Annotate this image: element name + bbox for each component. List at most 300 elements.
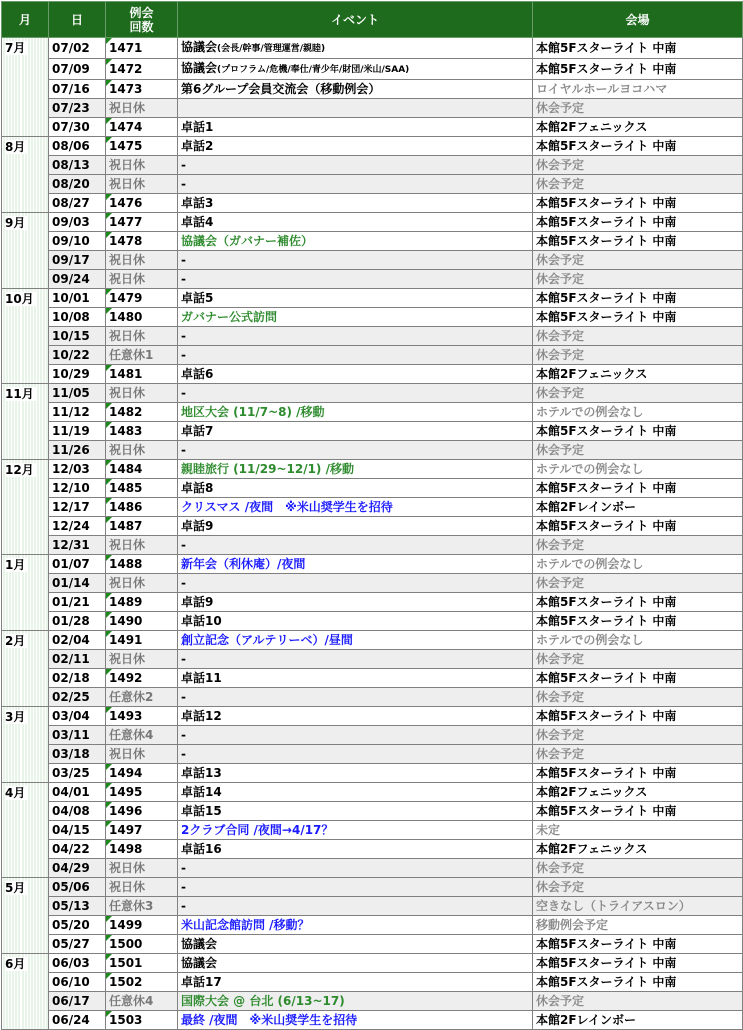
event-cell	[178, 137, 533, 156]
event-text: 卓話6	[181, 367, 214, 381]
event-text: 協議会	[181, 937, 218, 951]
schedule-row	[2, 213, 743, 232]
schedule-row	[2, 59, 743, 80]
meeting-number-cell	[106, 118, 178, 137]
venue-cell: 休会予定	[533, 441, 743, 460]
event-text: 卓話4	[181, 215, 214, 229]
event-text: -	[181, 880, 186, 894]
event-text: 2クラブ合同 /夜間→4/17？	[181, 823, 334, 837]
meeting-number-cell	[106, 38, 178, 59]
date-cell: 11/12	[49, 403, 106, 422]
venue-cell: 休会予定	[533, 650, 743, 669]
comment-indicator-icon	[106, 308, 112, 314]
event-text: 卓話5	[181, 291, 214, 305]
month-cell	[2, 878, 49, 954]
schedule-row	[2, 194, 743, 213]
event-cell	[178, 346, 533, 365]
meeting-number: 1483	[109, 424, 143, 438]
schedule-row	[2, 175, 743, 194]
date-cell: 11/05	[49, 384, 106, 403]
meeting-number: 1471	[109, 41, 143, 55]
meeting-number-cell	[106, 783, 178, 802]
comment-indicator-icon	[106, 365, 112, 371]
event-cell	[178, 80, 533, 99]
venue-cell: 本館5Fスターライト 中南	[533, 802, 743, 821]
event-cell	[178, 441, 533, 460]
schedule-row	[2, 745, 743, 764]
date-cell: 09/24	[49, 270, 106, 289]
meeting-number-cell	[106, 973, 178, 992]
meeting-number-cell	[106, 707, 178, 726]
venue-cell: 休会予定	[533, 726, 743, 745]
meeting-number-cell	[106, 403, 178, 422]
month-label: 2月	[5, 634, 26, 648]
schedule-row	[2, 536, 743, 555]
venue-cell: 本館2Fフェニックス	[533, 783, 743, 802]
venue-cell: 本館5Fスターライト 中南	[533, 764, 743, 783]
meeting-number: 1498	[109, 842, 143, 856]
meeting-number-cell	[106, 175, 178, 194]
month-label: 1月	[5, 558, 26, 572]
date-cell: 08/06	[49, 137, 106, 156]
meeting-number-cell	[106, 270, 178, 289]
schedule-row	[2, 897, 743, 916]
date-cell: 02/11	[49, 650, 106, 669]
date-cell: 09/10	[49, 232, 106, 251]
schedule-row	[2, 99, 743, 118]
venue-cell: 休会予定	[533, 175, 743, 194]
event-cell	[178, 479, 533, 498]
meeting-number: 任意休4	[109, 994, 154, 1008]
schedule-row	[2, 137, 743, 156]
venue-cell: 休会予定	[533, 346, 743, 365]
venue-cell: ロイヤルホールヨコハマ	[533, 80, 743, 99]
month-cell	[2, 289, 49, 384]
comment-indicator-icon	[106, 460, 112, 466]
event-cell	[178, 859, 533, 878]
schedule-row	[2, 650, 743, 669]
comment-indicator-icon	[106, 289, 112, 295]
event-cell	[178, 403, 533, 422]
meeting-number: 1487	[109, 519, 143, 533]
meeting-number-cell	[106, 840, 178, 859]
event-cell	[178, 574, 533, 593]
meeting-number: 1476	[109, 196, 143, 210]
event-text: 卓話11	[181, 671, 222, 685]
schedule-row	[2, 1011, 743, 1030]
date-cell: 04/08	[49, 802, 106, 821]
event-text: -	[181, 348, 186, 362]
date-cell: 01/14	[49, 574, 106, 593]
venue-cell: 休会予定	[533, 688, 743, 707]
meeting-number: 祝日休	[109, 443, 146, 457]
meeting-number: 1496	[109, 804, 143, 818]
meeting-number: 1484	[109, 462, 143, 476]
event-note: (プロフラム/危機/奉仕/青少年/財団/米山/SAA)	[217, 65, 410, 75]
event-cell	[178, 821, 533, 840]
event-cell	[178, 612, 533, 631]
event-cell	[178, 270, 533, 289]
meeting-number-cell	[106, 479, 178, 498]
meeting-number-cell	[106, 821, 178, 840]
event-cell	[178, 460, 533, 479]
month-cell	[2, 707, 49, 783]
meeting-number: 祝日休	[109, 329, 146, 343]
schedule-row	[2, 669, 743, 688]
schedule-row	[2, 422, 743, 441]
meeting-number: 1493	[109, 709, 143, 723]
meeting-number: 1473	[109, 82, 143, 96]
comment-indicator-icon	[106, 935, 112, 941]
month-label: 6月	[5, 957, 26, 971]
date-cell: 08/13	[49, 156, 106, 175]
event-cell	[178, 251, 533, 270]
meeting-number-cell	[106, 213, 178, 232]
meeting-number-cell	[106, 612, 178, 631]
venue-cell: 本館5Fスターライト 中南	[533, 707, 743, 726]
date-cell: 08/20	[49, 175, 106, 194]
date-cell: 07/30	[49, 118, 106, 137]
meeting-number-cell	[106, 346, 178, 365]
event-text: 卓話8	[181, 481, 214, 495]
meeting-number-cell	[106, 59, 178, 80]
meeting-number: 1474	[109, 120, 143, 134]
venue-cell: 空きなし（トライアスロン）	[533, 897, 743, 916]
month-cell	[2, 555, 49, 631]
venue-cell: 本館2Fレインボー	[533, 1011, 743, 1030]
comment-indicator-icon	[106, 80, 112, 86]
event-text: -	[181, 576, 186, 590]
date-cell: 04/29	[49, 859, 106, 878]
event-text: -	[181, 538, 186, 552]
venue-cell: 本館2Fフェニックス	[533, 840, 743, 859]
meeting-number-cell	[106, 80, 178, 99]
comment-indicator-icon	[106, 38, 112, 44]
meeting-number: 1472	[109, 62, 143, 76]
comment-indicator-icon	[106, 783, 112, 789]
meeting-number: 祝日休	[109, 253, 146, 267]
month-cell	[2, 631, 49, 707]
event-text: -	[181, 652, 186, 666]
meeting-number: 1486	[109, 500, 143, 514]
event-cell	[178, 745, 533, 764]
meeting-number-cell	[106, 631, 178, 650]
header-row	[2, 2, 743, 38]
meeting-number-cell	[106, 99, 178, 118]
comment-indicator-icon	[106, 593, 112, 599]
event-text: 卓話3	[181, 196, 214, 210]
schedule-row	[2, 688, 743, 707]
comment-indicator-icon	[106, 612, 112, 618]
event-cell	[178, 935, 533, 954]
venue-cell: 本館5Fスターライト 中南	[533, 935, 743, 954]
venue-cell: 休会予定	[533, 745, 743, 764]
date-cell: 06/03	[49, 954, 106, 973]
month-label: 4月	[5, 786, 26, 800]
meeting-number-cell	[106, 916, 178, 935]
date-cell: 05/27	[49, 935, 106, 954]
schedule-row	[2, 783, 743, 802]
date-cell: 07/16	[49, 80, 106, 99]
meeting-number: 1494	[109, 766, 143, 780]
date-cell: 12/31	[49, 536, 106, 555]
event-text: -	[181, 272, 186, 286]
month-cell	[2, 460, 49, 555]
date-cell: 01/07	[49, 555, 106, 574]
venue-cell: 休会予定	[533, 270, 743, 289]
meeting-number: 1482	[109, 405, 143, 419]
event-cell	[178, 631, 533, 650]
month-cell	[2, 213, 49, 289]
event-text: 第6グループ会員交流会（移動例会）	[181, 82, 381, 96]
comment-indicator-icon	[106, 764, 112, 770]
event-text: -	[181, 386, 186, 400]
comment-indicator-icon	[106, 137, 112, 143]
schedule-row	[2, 612, 743, 631]
meeting-number: 1502	[109, 975, 143, 989]
venue-cell: 本館5Fスターライト 中南	[533, 137, 743, 156]
schedule-row	[2, 726, 743, 745]
event-text: 地区大会 (11/7~8) /移動	[181, 405, 325, 419]
schedule-row	[2, 498, 743, 517]
meeting-number-cell	[106, 954, 178, 973]
comment-indicator-icon	[106, 821, 112, 827]
venue-cell: ホテルでの例会なし	[533, 403, 743, 422]
venue-cell: 本館5Fスターライト 中南	[533, 973, 743, 992]
event-cell	[178, 308, 533, 327]
meeting-number: 祝日休	[109, 158, 146, 172]
date-cell: 04/15	[49, 821, 106, 840]
header-day: 日	[49, 2, 106, 38]
comment-indicator-icon	[106, 840, 112, 846]
date-cell: 10/01	[49, 289, 106, 308]
meeting-number-cell	[106, 384, 178, 403]
event-cell	[178, 897, 533, 916]
header-venue: 会場	[533, 2, 743, 38]
schedule-row	[2, 327, 743, 346]
date-cell: 05/06	[49, 878, 106, 897]
meeting-number: 祝日休	[109, 101, 146, 115]
comment-indicator-icon	[106, 707, 112, 713]
event-text: 協議会	[181, 956, 218, 970]
date-cell: 07/23	[49, 99, 106, 118]
venue-cell: 本館5Fスターライト 中南	[533, 612, 743, 631]
schedule-row	[2, 593, 743, 612]
event-cell	[178, 783, 533, 802]
date-cell: 07/02	[49, 38, 106, 59]
meeting-number-cell	[106, 1011, 178, 1030]
venue-cell: 休会予定	[533, 156, 743, 175]
event-text: 卓話15	[181, 804, 222, 818]
meeting-number-cell	[106, 650, 178, 669]
month-label: 5月	[5, 881, 26, 895]
date-cell: 06/24	[49, 1011, 106, 1030]
venue-cell: ホテルでの例会なし	[533, 555, 743, 574]
venue-cell: 本館5Fスターライト 中南	[533, 593, 743, 612]
meeting-number-cell	[106, 498, 178, 517]
header-month: 月	[2, 2, 49, 38]
venue-cell: 本館5Fスターライト 中南	[533, 308, 743, 327]
event-text: 卓話16	[181, 842, 222, 856]
date-cell: 04/22	[49, 840, 106, 859]
schedule-row	[2, 954, 743, 973]
event-text: -	[181, 329, 186, 343]
comment-indicator-icon	[106, 916, 112, 922]
meeting-number: 1491	[109, 633, 143, 647]
venue-cell: 移動例会予定	[533, 916, 743, 935]
venue-cell: 本館5Fスターライト 中南	[533, 422, 743, 441]
meeting-number: 祝日休	[109, 386, 146, 400]
event-cell	[178, 517, 533, 536]
event-cell	[178, 118, 533, 137]
schedule-body	[2, 38, 743, 1030]
schedule-row	[2, 232, 743, 251]
meeting-number-cell	[106, 517, 178, 536]
event-text: 卓話14	[181, 785, 222, 799]
schedule-row	[2, 631, 743, 650]
event-cell	[178, 840, 533, 859]
comment-indicator-icon	[106, 498, 112, 504]
comment-indicator-icon	[106, 194, 112, 200]
date-cell: 10/29	[49, 365, 106, 384]
event-cell	[178, 232, 533, 251]
event-text: -	[181, 443, 186, 457]
venue-cell: 休会予定	[533, 859, 743, 878]
comment-indicator-icon	[106, 118, 112, 124]
month-label: 9月	[5, 216, 26, 230]
date-cell: 09/17	[49, 251, 106, 270]
meeting-number-cell	[106, 802, 178, 821]
date-cell: 11/19	[49, 422, 106, 441]
schedule-row	[2, 251, 743, 270]
event-text: 卓話12	[181, 709, 222, 723]
venue-cell: 休会予定	[533, 251, 743, 270]
meeting-number: 祝日休	[109, 880, 146, 894]
venue-cell: 本館5Fスターライト 中南	[533, 954, 743, 973]
venue-cell: 未定	[533, 821, 743, 840]
schedule-row	[2, 289, 743, 308]
event-cell	[178, 194, 533, 213]
date-cell: 03/25	[49, 764, 106, 783]
event-cell	[178, 175, 533, 194]
venue-cell: 本館5Fスターライト 中南	[533, 479, 743, 498]
comment-indicator-icon	[106, 1011, 112, 1017]
event-text: -	[181, 690, 186, 704]
event-cell	[178, 593, 533, 612]
date-cell: 12/03	[49, 460, 106, 479]
event-cell	[178, 650, 533, 669]
meeting-number-cell	[106, 194, 178, 213]
venue-cell: 本館5Fスターライト 中南	[533, 194, 743, 213]
meeting-number-cell	[106, 536, 178, 555]
venue-cell: 休会予定	[533, 99, 743, 118]
meeting-number: 1477	[109, 215, 143, 229]
month-cell	[2, 38, 49, 137]
event-text: クリスマス /夜間 ※米山奨学生を招待	[181, 500, 393, 514]
venue-cell: 休会予定	[533, 574, 743, 593]
date-cell: 06/17	[49, 992, 106, 1011]
event-cell	[178, 498, 533, 517]
event-cell	[178, 802, 533, 821]
event-text: -	[181, 253, 186, 267]
event-text: 創立記念（アルテリーベ）/昼間	[181, 633, 353, 647]
meeting-number-cell	[106, 935, 178, 954]
schedule-row	[2, 859, 743, 878]
date-cell: 01/21	[49, 593, 106, 612]
comment-indicator-icon	[106, 403, 112, 409]
venue-cell: ホテルでの例会なし	[533, 631, 743, 650]
schedule-row	[2, 574, 743, 593]
meeting-number: 1492	[109, 671, 143, 685]
month-cell	[2, 137, 49, 213]
venue-cell: 本館5Fスターライト 中南	[533, 289, 743, 308]
event-cell	[178, 365, 533, 384]
meeting-number: 祝日休	[109, 538, 146, 552]
meeting-number: 任意休1	[109, 348, 154, 362]
month-cell	[2, 783, 49, 878]
meeting-number: 1503	[109, 1013, 143, 1027]
schedule-row	[2, 403, 743, 422]
event-text: 卓話13	[181, 766, 222, 780]
comment-indicator-icon	[106, 213, 112, 219]
date-cell: 02/04	[49, 631, 106, 650]
date-cell: 08/27	[49, 194, 106, 213]
event-cell	[178, 878, 533, 897]
meeting-number-cell	[106, 308, 178, 327]
meeting-number: 1501	[109, 956, 143, 970]
event-text: 最終 /夜間 ※米山奨学生を招待	[181, 1013, 358, 1027]
meeting-number: 1479	[109, 291, 143, 305]
meeting-number-cell	[106, 897, 178, 916]
event-cell	[178, 536, 533, 555]
event-text: -	[181, 728, 186, 742]
event-text: 新年会（利休庵）/夜間	[181, 557, 306, 571]
meeting-number: 祝日休	[109, 272, 146, 286]
meeting-number: 1500	[109, 937, 143, 951]
comment-indicator-icon	[106, 555, 112, 561]
comment-indicator-icon	[106, 232, 112, 238]
date-cell: 03/04	[49, 707, 106, 726]
date-cell: 01/28	[49, 612, 106, 631]
schedule-row	[2, 308, 743, 327]
meeting-number: 1490	[109, 614, 143, 628]
schedule-row	[2, 346, 743, 365]
meeting-number: 1485	[109, 481, 143, 495]
meeting-number: 祝日休	[109, 177, 146, 191]
venue-cell: 本館2Fフェニックス	[533, 365, 743, 384]
comment-indicator-icon	[106, 954, 112, 960]
schedule-row	[2, 38, 743, 59]
venue-cell: 本館5Fスターライト 中南	[533, 517, 743, 536]
meeting-number: 1488	[109, 557, 143, 571]
event-text: 卓話17	[181, 975, 222, 989]
schedule-row	[2, 460, 743, 479]
event-cell	[178, 422, 533, 441]
event-cell	[178, 1011, 533, 1030]
date-cell: 02/18	[49, 669, 106, 688]
event-text: -	[181, 861, 186, 875]
comment-indicator-icon	[106, 669, 112, 675]
event-cell	[178, 669, 533, 688]
event-text: 卓話9	[181, 595, 214, 609]
meeting-number-cell	[106, 327, 178, 346]
meeting-number-cell	[106, 574, 178, 593]
date-cell: 10/15	[49, 327, 106, 346]
venue-cell: 休会予定	[533, 327, 743, 346]
meeting-number: 1497	[109, 823, 143, 837]
meeting-number: 祝日休	[109, 652, 146, 666]
event-cell	[178, 59, 533, 80]
